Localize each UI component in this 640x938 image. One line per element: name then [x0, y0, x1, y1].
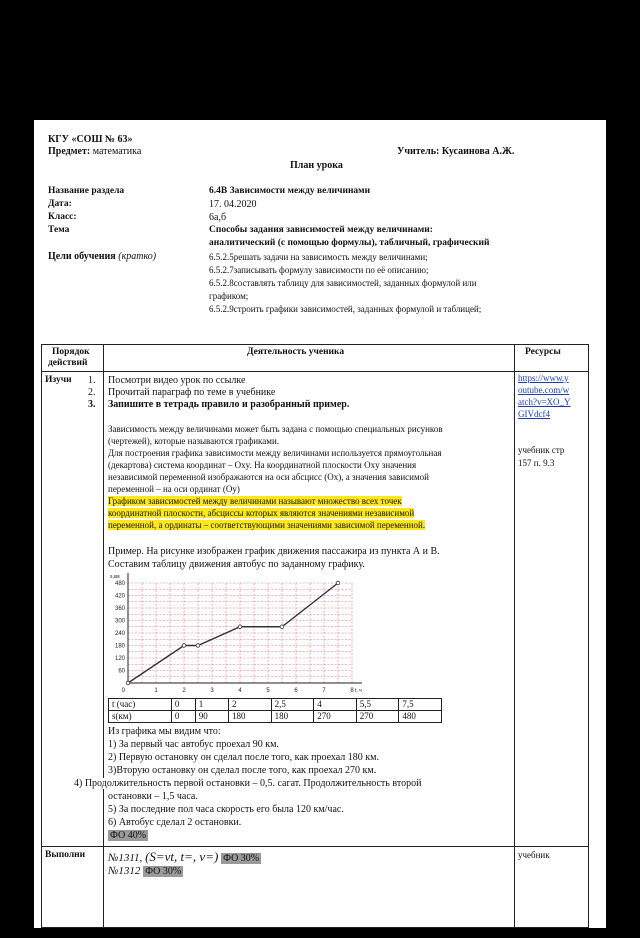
assessment-badge: ФО 30% — [145, 866, 182, 877]
rule-highlight: переменной, а ординаты – соответствующими значениями зависимой переменной. — [108, 520, 426, 530]
table-cell: 270 — [314, 711, 357, 723]
finding-line: Из графика мы видим что: — [108, 726, 221, 737]
table-cell: t (час) — [109, 699, 172, 711]
topic-line-1: Способы задания зависимостей между величинами: — [209, 225, 433, 235]
x-tick-label: 4 — [238, 688, 242, 694]
row-study-label: Изучи — [45, 375, 72, 385]
theory-line: Зависимость между величинами может быть задана с помощью специальных рисунков — [108, 424, 443, 434]
y-tick-label: 60 — [118, 668, 125, 675]
task-number: №1312 — [108, 865, 141, 877]
table-cell: s(км) — [109, 711, 172, 723]
example-line: Пример. На рисунке изображен график движения пассажира из пункта А и В. — [108, 546, 440, 557]
example-line: Составим таблицу движения автобус по заданному графику. — [108, 559, 365, 570]
table-cell: 270 — [356, 711, 399, 723]
data-point — [280, 625, 284, 629]
table-cell: 7,5 — [399, 699, 442, 711]
theory-line: (декартова) система координат – Oxy. На координатной плоскости Oxy значения — [108, 460, 417, 470]
teacher-value: Кусаинова А.Ж. — [441, 146, 515, 157]
document-page — [34, 120, 606, 928]
goals-label-line — [48, 251, 156, 262]
textbook-resource: учебник — [518, 850, 550, 860]
data-point — [126, 681, 130, 685]
teacher-line — [397, 146, 514, 157]
col-resources: Ресурсы — [525, 347, 561, 357]
x-tick-label: 2 — [182, 688, 186, 694]
subject-line — [48, 146, 141, 157]
finding-line: остановки – 1,5 часа. — [108, 791, 198, 802]
textbook-ref: 157 п. 9.3 — [518, 458, 555, 468]
goal-item: 6.5.2.5решать задачи на зависимость между величинами; — [209, 252, 428, 262]
video-link[interactable]: GIVdcf4 — [518, 409, 550, 419]
y-axis-label: s,км — [110, 574, 120, 580]
step-text: Прочитай параграф по теме в учебнике — [108, 387, 276, 398]
y-tick-label: 360 — [114, 606, 125, 612]
theory-line: Для построения графика зависимости между величинами используется прямоугольная — [108, 448, 442, 458]
textbook-ref: учебник стр — [518, 445, 565, 455]
assessment-badge: ФО 30% — [223, 853, 260, 864]
col-order-line-2: действий — [48, 358, 88, 368]
table-cell: 180 — [229, 711, 272, 723]
goal-item: 6.5.2.8составлять таблицу для зависимостей, заданных формулой или — [209, 278, 477, 288]
table-cell: 90 — [195, 711, 228, 723]
table-cell: 4 — [314, 699, 357, 711]
y-tick-label: 120 — [114, 656, 125, 662]
table-cell: 0 — [171, 711, 195, 723]
data-point — [196, 644, 200, 648]
subject-value: математика — [92, 146, 142, 157]
video-link[interactable]: atch?v=XO_Y — [518, 397, 571, 407]
table-divider — [514, 345, 515, 927]
x-tick-label: 5 — [266, 688, 270, 694]
lesson-table — [41, 344, 589, 928]
table-divider — [103, 345, 104, 927]
goal-item: графиком; — [209, 291, 249, 301]
task-line — [108, 865, 183, 877]
subject-label: Предмет: — [48, 146, 91, 157]
step-number: 3. — [88, 399, 96, 410]
table-cell: 5,5 — [356, 699, 399, 711]
goals-note: (кратко) — [118, 251, 157, 262]
step-text: Запишите в тетрадь правило и разобранный пример. — [108, 399, 350, 410]
table-cell: 0 — [171, 699, 195, 711]
video-link[interactable]: https://www.y — [518, 373, 569, 383]
col-order-line-1: Порядок — [52, 347, 90, 357]
theory-line: независимой переменной изображаются на оси абсцисс (Ox), а значения зависимой — [108, 472, 429, 482]
y-tick-label: 180 — [114, 643, 125, 650]
finding-line: 2) Первую остановку он сделал после того, как проехал 180 км. — [108, 752, 379, 763]
x-tick-label: 7 — [322, 688, 326, 694]
x-tick-label: 3 — [210, 688, 214, 694]
goal-item: 6.5.2.7записывать формулу зависимости по её описанию; — [209, 265, 429, 275]
x-axis-label: t, ч — [355, 688, 362, 694]
row-do-label: Выполни — [45, 850, 86, 860]
data-point — [182, 644, 186, 648]
x-tick-label: 8 — [350, 688, 354, 694]
task-formula: (S=vt, t=, v=) — [145, 849, 219, 864]
theory-line: переменной – на оси ординат (Oy) — [108, 484, 240, 494]
class-label: Класс: — [48, 212, 77, 222]
section-label: Название раздела — [48, 186, 125, 196]
distance-time-chart — [106, 573, 366, 697]
step-number: 2. — [88, 387, 96, 398]
data-point — [336, 581, 340, 585]
topic-line-2: аналитический (с помощью формулы), табличный, графический — [209, 238, 490, 248]
table-cell: 2 — [229, 699, 272, 711]
x-tick-label: 6 — [294, 688, 298, 694]
date-value: 17. 04.2020 — [209, 199, 257, 210]
teacher-label: Учитель: — [397, 146, 440, 157]
y-tick-label: 240 — [114, 631, 125, 637]
assessment-badge: ФО 40% — [110, 830, 147, 841]
section-value: 6.4В Зависимости между величинами — [209, 186, 371, 196]
table-cell: 480 — [399, 711, 442, 723]
finding-line: 6) Автобус сделал 2 остановки. — [108, 817, 242, 828]
video-link[interactable]: outube.com/w — [518, 385, 570, 395]
values-table — [108, 698, 442, 723]
table-row — [109, 699, 442, 711]
y-tick-label: 480 — [114, 581, 125, 587]
origin-label: 0 — [121, 688, 125, 694]
table-row — [109, 711, 442, 723]
task-number: №1311, — [108, 852, 143, 864]
goal-item: 6.5.2.9строить графики зависимостей, заданных формулой и таблицей; — [209, 304, 482, 314]
plan-title: План урока — [290, 160, 343, 171]
data-point — [238, 625, 242, 629]
y-tick-label: 420 — [114, 593, 125, 600]
table-cell: 2,5 — [271, 699, 314, 711]
class-value: 6а,б — [209, 212, 227, 223]
task-line — [108, 849, 261, 865]
finding-line: 3)Вторую остановку он сделал после того, как проехал 270 км. — [108, 765, 377, 776]
finding-line: 1) За первый час автобус проехал 90 км. — [108, 739, 279, 750]
theory-line: (чертежей), которые называются графиками. — [108, 436, 280, 446]
step-number: 1. — [88, 375, 96, 386]
step-text: Посмотри видео урок по ссылке — [108, 375, 246, 386]
x-tick-label: 1 — [154, 688, 158, 694]
col-activity: Деятельность ученика — [247, 347, 345, 357]
school-name: КГУ «СОШ № 63» — [48, 134, 133, 145]
finding-line: 4) Продолжительность первой остановки – 0,5. сагат. Продолжительность второй — [74, 778, 422, 789]
table-divider — [42, 371, 588, 372]
finding-line: 5) За последние пол часа скорость его была 120 км/час. — [108, 804, 344, 815]
goals-label: Цели обучения — [48, 251, 116, 262]
rule-highlight: Графиком зависимостей между величинами называют множество всех точек — [108, 496, 402, 506]
y-tick-label: 300 — [114, 618, 125, 625]
table-cell: 180 — [271, 711, 314, 723]
table-cell: 1 — [195, 699, 228, 711]
date-label: Дата: — [48, 199, 72, 209]
table-divider — [42, 846, 588, 847]
topic-label: Тема — [48, 225, 70, 235]
rule-highlight: координатной плоскости, абсциссы которых являются значениями независимой — [108, 508, 415, 518]
